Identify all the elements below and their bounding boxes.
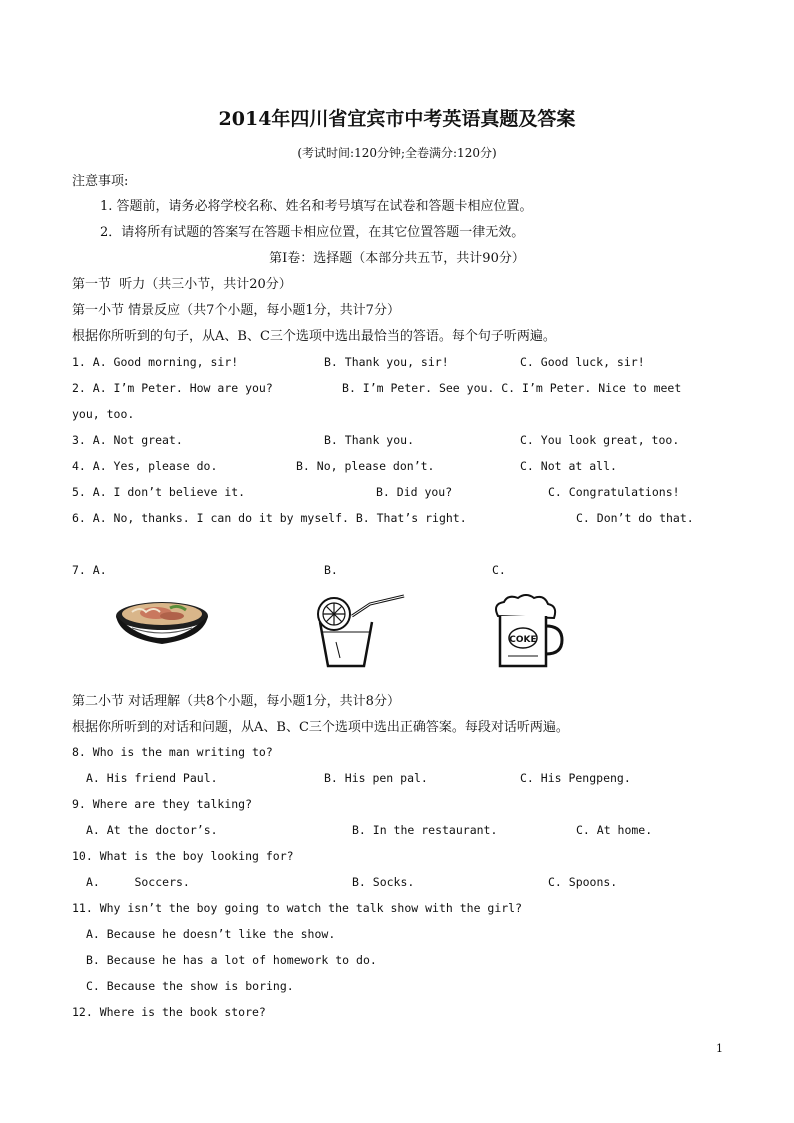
notice-heading: 注意事项:: [72, 174, 129, 189]
beer-mug-icon: [488, 594, 568, 672]
part-heading: 第二小节 对话理解（共8个小题，每小题1分，共计8分）: [72, 694, 400, 709]
question-stem: 9. Where are they talking?: [72, 797, 253, 811]
option-a: A. Soccers.: [86, 875, 190, 889]
option-a: A. At the doctor’s.: [86, 823, 218, 837]
option-a: 5. A. I don’t believe it.: [72, 485, 246, 499]
question-stem: 10. What is the boy looking for?: [72, 849, 294, 863]
option-c: C. Congratulations!: [548, 485, 680, 499]
section-heading: 第一节 听力（共三小节，共计20分）: [72, 277, 292, 292]
option-a: 3. A. Not great.: [72, 433, 183, 447]
question-stem: 11. Why isn’t the boy going to watch the talk show with the girl?: [72, 901, 523, 915]
option-b: B. Thank you, sir!: [324, 355, 449, 369]
option-a: A. His friend Paul.: [86, 771, 218, 785]
page-title: 2014年四川省宜宾市中考英语真题及答案: [218, 108, 576, 130]
option-c: C. Spoons.: [548, 875, 618, 889]
question-stem: 8. Who is the man writing to?: [72, 745, 273, 759]
option-c: C. Good luck, sir!: [520, 355, 645, 369]
part-instruction: 根据你所听到的对话和问题，从A、B、C三个选项中选出正确答案。每段对话听两遍。: [72, 720, 569, 735]
noodle-bowl-icon: [112, 598, 212, 648]
option-c: C. His Pengpeng.: [520, 771, 631, 785]
option-c: C. Not at all.: [520, 459, 617, 473]
option-c: C. Don’t do that.: [576, 511, 694, 525]
option-b: B. No, please don’t.: [296, 459, 435, 473]
option-a: 6. A. No, thanks. I can do it by myself. B. That’s right.: [72, 511, 467, 525]
option-a: 4. A. Yes, please do.: [72, 459, 218, 473]
exam-info: (考试时间:120分钟;全卷满分:120分): [297, 146, 497, 160]
lemon-drink-icon: [312, 592, 412, 672]
question-stem: 12. Where is the book store?: [72, 1005, 266, 1019]
notice-item: 1. 答题前，请务必将学校名称、姓名和考号填写在试卷和答题卡相应位置。: [100, 199, 533, 214]
notice-item: 2．请将所有试题的答案写在答题卡相应位置，在其它位置答题一律无效。: [100, 225, 525, 240]
option-b: B. Because he has a lot of homework to do.: [86, 953, 377, 967]
option-b: B. Thank you.: [324, 433, 415, 447]
option-b: B. His pen pal.: [324, 771, 428, 785]
option-c: C. You look great, too.: [520, 433, 680, 447]
option-c: C.: [492, 563, 506, 577]
page-number: 1: [716, 1042, 723, 1055]
option-b: B. In the restaurant.: [352, 823, 498, 837]
option-b: B.: [324, 563, 338, 577]
mug-label: COKE: [509, 635, 537, 645]
option-a: 7. A.: [72, 563, 107, 577]
part-instruction: 根据你所听到的句子，从A、B、C三个选项中选出最恰当的答语。每个句子听两遍。: [72, 329, 556, 344]
question-line: 2. A. I’m Peter. How are you? B. I’m Peter. See you. C. I’m Peter. Nice to meet: [72, 381, 682, 395]
option-c: C. At home.: [576, 823, 653, 837]
option-c: C. Because the show is boring.: [86, 979, 294, 993]
volume-heading: 第Ⅰ卷：选择题（本部分共五节，共计90分）: [269, 251, 525, 266]
part-heading: 第一小节 情景反应（共7个小题，每小题1分，共计7分）: [72, 303, 400, 318]
option-a: 1. A. Good morning, sir!: [72, 355, 239, 369]
option-a: A. Because he doesn’t like the show.: [86, 927, 336, 941]
question-line: you, too.: [72, 407, 135, 421]
option-b: B. Socks.: [352, 875, 415, 889]
option-b: B. Did you?: [376, 485, 453, 499]
